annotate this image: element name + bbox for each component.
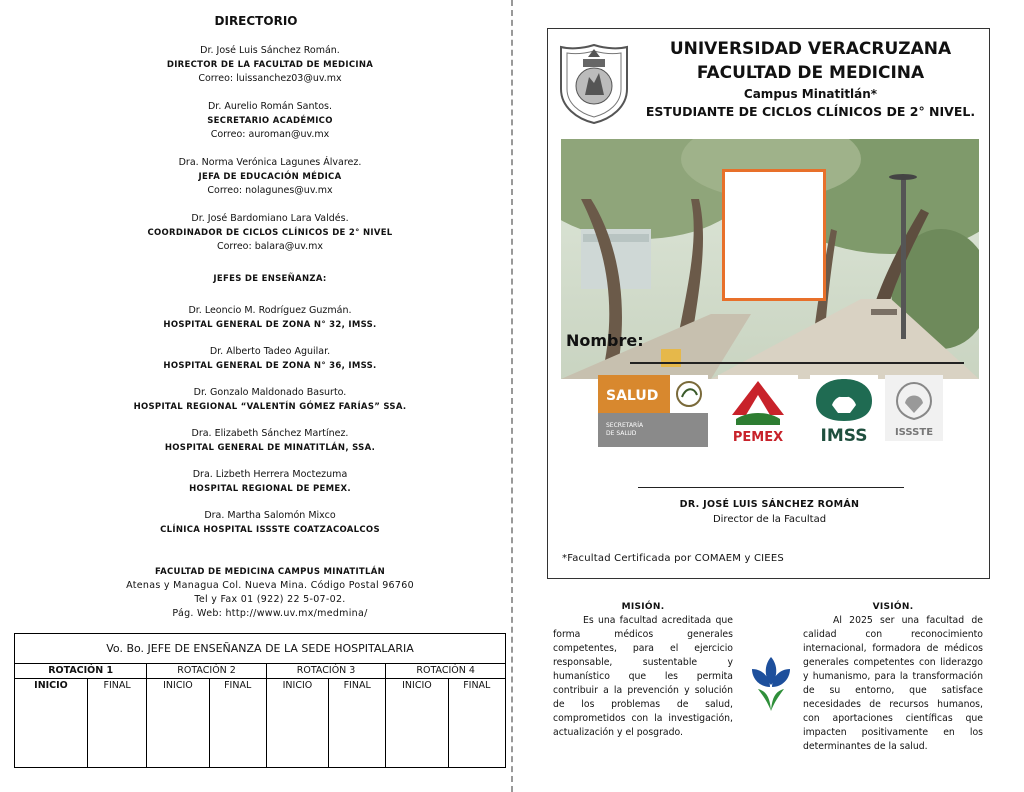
mission-section xyxy=(553,600,733,740)
pemex-logo-text: PEMEX xyxy=(732,430,784,445)
entry-role: DIRECTOR DE LA FACULTAD DE MEDICINA xyxy=(166,60,374,70)
signature-line xyxy=(638,487,904,488)
mission-title: MISIÓN. xyxy=(621,602,665,612)
rotation-header: ROTACIÓN 4 xyxy=(386,664,506,679)
dean-signature-block xyxy=(548,497,991,527)
directory-entry xyxy=(0,44,540,86)
rotation-table xyxy=(14,633,506,768)
jefe-hospital: HOSPITAL REGIONAL DE PEMEX. xyxy=(189,484,351,494)
start-column: INICIO xyxy=(15,679,88,768)
entry-email: Correo: nolagunes@uv.mx xyxy=(207,185,333,196)
campus-name: Campus Minatitlán* xyxy=(743,87,878,101)
web-link[interactable]: Pág. Web: http://www.uv.mx/medmina/ xyxy=(172,608,368,619)
name-field-line xyxy=(630,362,964,364)
entry-role: JEFA DE EDUCACIÓN MÉDICA xyxy=(198,172,342,182)
uv-flor-logo-icon xyxy=(748,655,794,713)
pemex-logo xyxy=(718,375,798,445)
jefe-name: Dr. Alberto Tadeo Aguilar. xyxy=(209,346,331,357)
directory-entry xyxy=(0,100,540,142)
dean-name: DR. JOSÉ LUIS SÁNCHEZ ROMÁN xyxy=(679,499,860,510)
cover-title-block xyxy=(638,37,983,121)
address-line: Atenas y Managua Col. Nueva Mina. Código Postal 96760 xyxy=(126,580,414,591)
start-column: INICIO xyxy=(266,679,328,768)
university-seal-icon xyxy=(559,43,629,125)
cover-subtitle: ESTUDIANTE DE CICLOS CLÍNICOS DE 2° NIVEL. xyxy=(645,104,976,119)
jefe-entry xyxy=(0,345,540,373)
imss-logo-text: IMSS xyxy=(820,426,868,445)
jefe-entry xyxy=(0,386,540,414)
entry-name: Dr. Aurelio Román Santos. xyxy=(207,101,333,112)
jefe-hospital: HOSPITAL GENERAL DE MINATITLÁN, SSA. xyxy=(164,443,376,453)
jefe-name: Dra. Martha Salomón Mixco xyxy=(204,510,336,521)
entry-name: Dr. José Luis Sánchez Román. xyxy=(200,45,340,56)
jefe-name: Dra. Elizabeth Sánchez Martínez. xyxy=(191,428,349,439)
faculty-name: FACULTAD DE MEDICINA xyxy=(696,63,925,83)
directory-title: DIRECTORIO xyxy=(214,14,298,28)
start-column: INICIO xyxy=(147,679,209,768)
end-column: FINAL xyxy=(209,679,266,768)
dean-role: Director de la Facultad xyxy=(712,514,827,525)
jefe-hospital: HOSPITAL GENERAL DE ZONA N° 36, IMSS. xyxy=(163,361,377,371)
rotation-header: ROTACIÓN 3 xyxy=(266,664,386,679)
salud-logo-text: SALUD xyxy=(606,388,659,404)
vision-title: VISIÓN. xyxy=(872,602,914,612)
address-title: FACULTAD DE MEDICINA CAMPUS MINATITLÁN xyxy=(154,567,386,577)
svg-text:DE SALUD: DE SALUD xyxy=(606,430,637,437)
entry-role: COORDINADOR DE CICLOS CLÍNICOS DE 2° NIVEL xyxy=(147,228,393,238)
jefe-hospital: HOSPITAL GENERAL DE ZONA N° 32, IMSS. xyxy=(163,320,377,330)
faculty-address xyxy=(0,565,540,621)
jefe-entry xyxy=(0,427,540,455)
entry-email: Correo: balara@uv.mx xyxy=(216,241,324,252)
entry-email: Correo: luissanchez03@uv.mx xyxy=(198,73,342,84)
start-column: INICIO xyxy=(386,679,448,768)
jefes-title: JEFES DE ENSEÑANZA: xyxy=(213,274,327,284)
name-label: Nombre: xyxy=(566,331,644,350)
end-column: FINAL xyxy=(448,679,505,768)
certification-note: *Facultad Certificada por COMAEM y CIEES xyxy=(562,553,784,564)
vision-text: Al 2025 ser una facultad de calidad con reconocimiento internacional, formadora de médicos generales competentes con liderazgo y humanismo, para la transformación de su entorno, que satisface necesidades de recursos humanos, con aportaciones científicas que impacten positivamente en los determinantes de la salud. xyxy=(803,615,983,752)
end-column: FINAL xyxy=(329,679,386,768)
directory-entry xyxy=(0,212,540,254)
end-column: FINAL xyxy=(87,679,146,768)
entry-name: Dr. José Bardomiano Lara Valdés. xyxy=(191,213,349,224)
cover-card xyxy=(547,28,990,579)
svg-text:SECRETARÍA: SECRETARÍA xyxy=(606,422,644,429)
phone-line: Tel y Fax 01 (922) 22 5-07-02. xyxy=(194,594,346,605)
jefe-hospital: CLÍNICA HOSPITAL ISSSTE COATZACOALCOS xyxy=(160,525,380,535)
issste-logo xyxy=(885,375,943,441)
mission-text: Es una facultad acreditada que forma médicos generales competentes, para el ejercicio responsable, sustentable y humanístico que les permita contribuir a la prevención y solución de los problemas de salud, comprometidos con la investigación, actualización y el posgrado. xyxy=(553,615,733,738)
university-name: UNIVERSIDAD VERACRUZANA xyxy=(669,39,952,59)
photo-placeholder xyxy=(722,169,826,301)
entry-name: Dra. Norma Verónica Lagunes Álvarez. xyxy=(178,157,362,168)
rotation-header: ROTACIÓN 2 xyxy=(147,664,267,679)
jefe-entry xyxy=(0,509,540,537)
jefe-hospital: HOSPITAL REGIONAL “VALENTÍN GÓMEZ FARÍAS” SSA. xyxy=(133,402,407,412)
jefe-entry xyxy=(0,468,540,496)
jefe-entry xyxy=(0,304,540,332)
jefe-name: Dra. Lizbeth Herrera Moctezuma xyxy=(192,469,348,480)
rotation-table-header: Vo. Bo. JEFE DE ENSEÑANZA DE LA SEDE HOSPITALARIA xyxy=(15,634,506,664)
entry-email: Correo: auroman@uv.mx xyxy=(210,129,330,140)
directory-entry xyxy=(0,156,540,198)
fold-divider xyxy=(511,0,513,792)
entry-role: SECRETARIO ACADÉMICO xyxy=(207,116,333,126)
salud-logo xyxy=(598,375,708,447)
issste-logo-text: ISSSTE xyxy=(894,427,934,438)
jefe-name: Dr. Leoncio M. Rodríguez Guzmán. xyxy=(188,305,352,316)
rotation-header: ROTACIÓN 1 xyxy=(15,664,147,679)
imss-logo xyxy=(810,375,878,445)
jefe-name: Dr. Gonzalo Maldonado Basurto. xyxy=(193,387,347,398)
directory-list xyxy=(0,44,540,550)
vision-section xyxy=(803,600,983,754)
